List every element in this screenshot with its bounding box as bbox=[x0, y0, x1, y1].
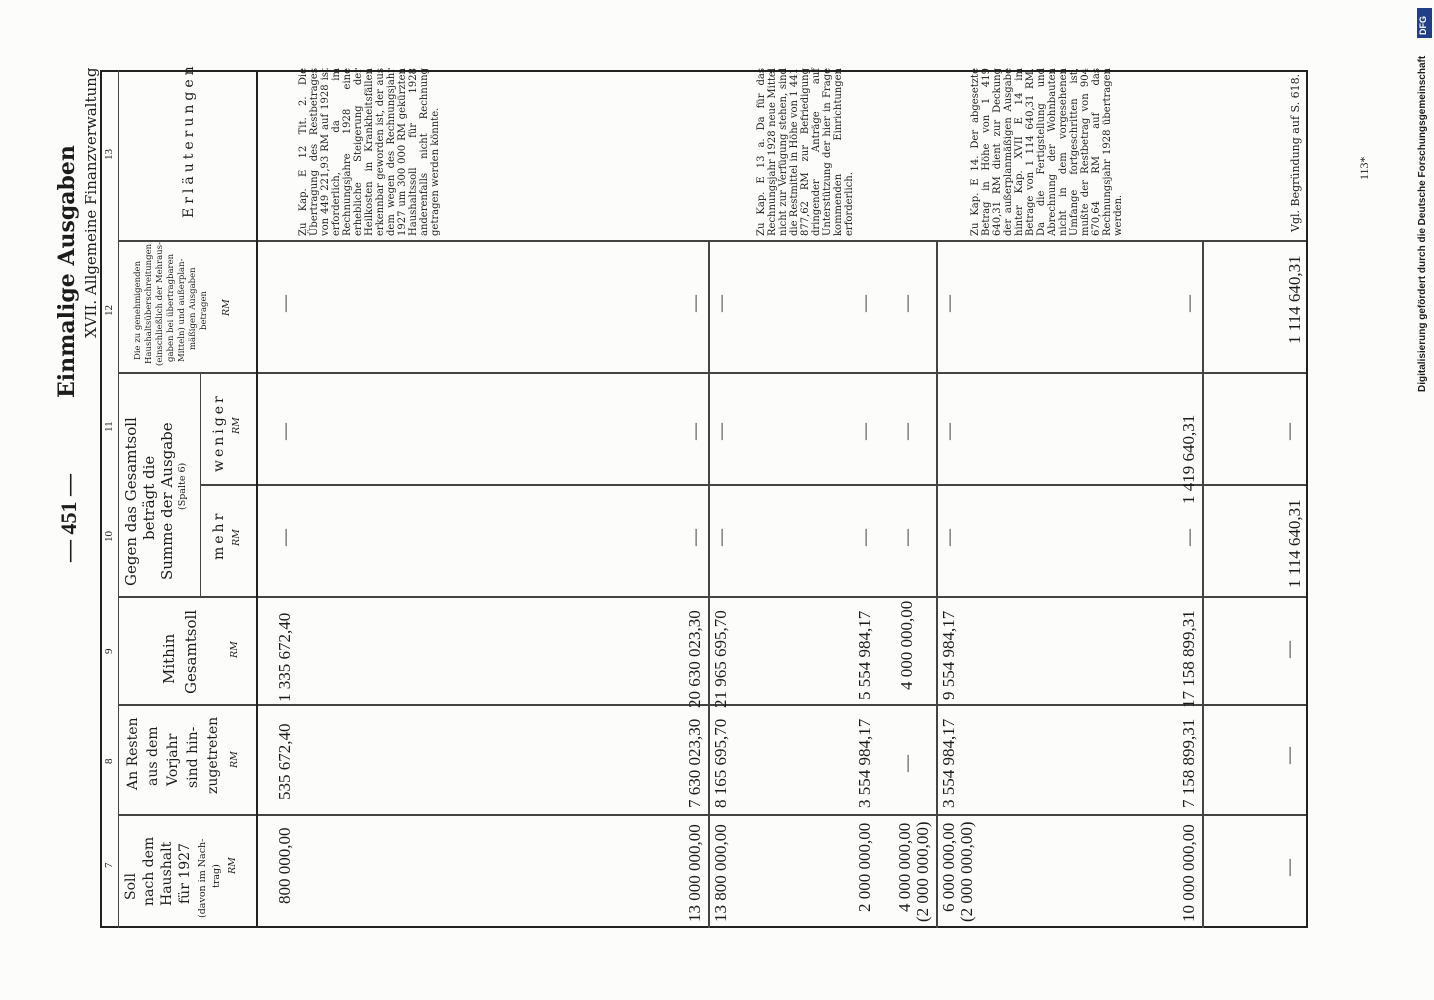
col13-header: Erläuterungen bbox=[181, 62, 197, 218]
page-title: Einmalige Ausgaben bbox=[54, 145, 80, 398]
col11-12-divider bbox=[118, 372, 1308, 374]
col-number-line bbox=[118, 70, 119, 928]
row-sep-1 bbox=[708, 240, 710, 928]
digitization-note: Digitalisierung gefördert durch die Deutsche Forschungsgemeinschaft bbox=[1417, 55, 1428, 392]
note-kap-e12: Zu Kap. E 12 Tit. 2. Die Übertragung des Restbetrages von 449 221,93 RM auf 1928 ist erforderlich, da im Rechnungsjahre 1928 eine erhebliche Steigerung der Heilkosten in Krankheitsfällen erkennbar geworden ist, der aus dem wegen des Rechnungsjahr 1927 um 300 000 RM gekürzten Haushaltssoll für 1928 anderenfalls nicht Rechnung getragen werden könnte. bbox=[298, 68, 441, 236]
table-right-border bbox=[1306, 70, 1308, 928]
col-number-12: 12 bbox=[103, 305, 115, 316]
col7-8-divider bbox=[118, 814, 1308, 816]
col9-10-divider bbox=[118, 596, 1308, 598]
note-kap-e14: Zu Kap. E 14. Der abgesetzte Betrag in Höhe von 1 419 640,31 RM dient zur Deckung der außerplanmäßigen Ausgabe hinter Kap. XVII E 14 im Betrage von 1 114 640,31 RM. Da die Fertigstellung und Abrechnung der Wohnbauten nicht in dem vorgesehenen Umfange fortgeschritten ist, mußte der Restbetrag von 904 670,64 RM auf das Rechnungsjahr 1928 übertragen werden. bbox=[970, 68, 1124, 236]
col-number-11: 11 bbox=[103, 421, 115, 432]
row-sep-3 bbox=[1202, 240, 1204, 928]
col12-13-divider bbox=[118, 240, 1308, 242]
col-number-7: 7 bbox=[103, 862, 115, 868]
table-bottom-border bbox=[100, 926, 1306, 928]
col-number-10: 10 bbox=[103, 531, 115, 542]
col-number-9: 9 bbox=[103, 648, 115, 654]
header-left-border bbox=[100, 70, 102, 928]
mehr-weniger-split bbox=[200, 372, 201, 596]
dfg-logo: DFG bbox=[1417, 8, 1432, 38]
scanned-page: — 451 — Einmalige Ausgaben XVII. Allgemeine Finanzverwaltung 113* Digitalisierung gefördert durch die Deutsche Forschungsgemeinschaft DFG 7 8 9 10 11 12 13 Soll nach dem Haushalt für 1927 (davon im Nach- trag) RM An Resten aus dem Vorjahr sind hin- zugetreten RM Mithin Gesamtsoll RM Gegen das Gesamtsoll beträgt die Summe der Ausgabe (Spalte 6) mehr RM weniger RM Die zu genehmigenden Haushaltsüberschreitungen (einschließlich der Mehraus- gaben bei übertragbaren Mitteln) und außerplan- mäßigen Ausgaben betragen RM Erläuterungen 800 000,00 535 672,40 1 335 672,40 — — — 13 000 000,00 7 630 023,30 20 630 023,30 — — — 13 800 000,00 8 165 695,70 21 965 695,70 — — — 2 000 000,00 3 554 984,17 5 554 984,17 — — — 4 000 000,00 (2 000 000,00) — 4 000 000,00 — — — 6 000 000,00 (2 000 000,00) 3 554 984,17 9 554 984,17 — — — 10 000 000,00 7 158 899,31 17 158 899,31 — 1 419 640,31 — — — — 1 114 640,31 — 1 114 640,31 Zu Kap. E 12 Tit. 2. Die Übertragung des Restbetrages von 449 221,93 RM auf 1928 ist erforderlich, da im Rechnungsjahre 1928 eine erhebliche Steigerung der Heilkosten in Krankheitsfällen erkennbar geworden ist, der aus dem wegen des Rechnungsjahr 1927 um 300 000 RM gekürzten Haushaltssoll für 1928 anderenfalls nicht Rechnung getragen werden könnte. Zu Kap. E 13 a. Da für das Rechnungsjahr 1928 neue Mittel nicht zur Verfügung stehen, sind die Restmittel in Höhe von 1 441 877,62 RM zur Befriedigung dringender Anträge auf Unterstützung der hier in Frage kommenden Einrichtungen erforderlich. Zu Kap. E 14. Der abgesetzte Betrag in Höhe von 1 419 640,31 RM dient zur Deckung der außerplanmäßigen Ausgabe hinter Kap. XVII E 14 im Betrage von 1 114 640,31 RM. Da die Fertigstellung und Abrechnung der Wohnbauten nicht in dem vorgesehenen Umfange fortgeschritten ist, mußte der Restbetrag von 904 670,64 RM auf das Rechnungsjahr 1928 übertragen werden. Vgl. Begründung auf S. 618. bbox=[0, 0, 1434, 1000]
note-kap-e13a: Zu Kap. E 13 a. Da für das Rechnungsjahr 1928 neue Mittel nicht zur Verfügung stehen, sind die Restmittel in Höhe von 1 441 877,62 RM zur Befriedigung dringender Anträge auf Unterstützung der hier in Frage kommenden Einrichtungen erforderlich. bbox=[756, 68, 855, 236]
row-sep-2 bbox=[936, 240, 938, 928]
col-number-13: 13 bbox=[103, 149, 115, 160]
header-body-border bbox=[256, 70, 258, 928]
col10-11-divider bbox=[200, 484, 1308, 486]
col-number-8: 8 bbox=[103, 758, 115, 764]
page-number: — 451 — bbox=[56, 474, 81, 562]
note-begruendung: Vgl. Begründung auf S. 618. bbox=[1289, 73, 1302, 232]
page-subtitle: XVII. Allgemeine Finanzverwaltung bbox=[82, 67, 100, 338]
footer-page-number: 113* bbox=[1357, 156, 1371, 180]
